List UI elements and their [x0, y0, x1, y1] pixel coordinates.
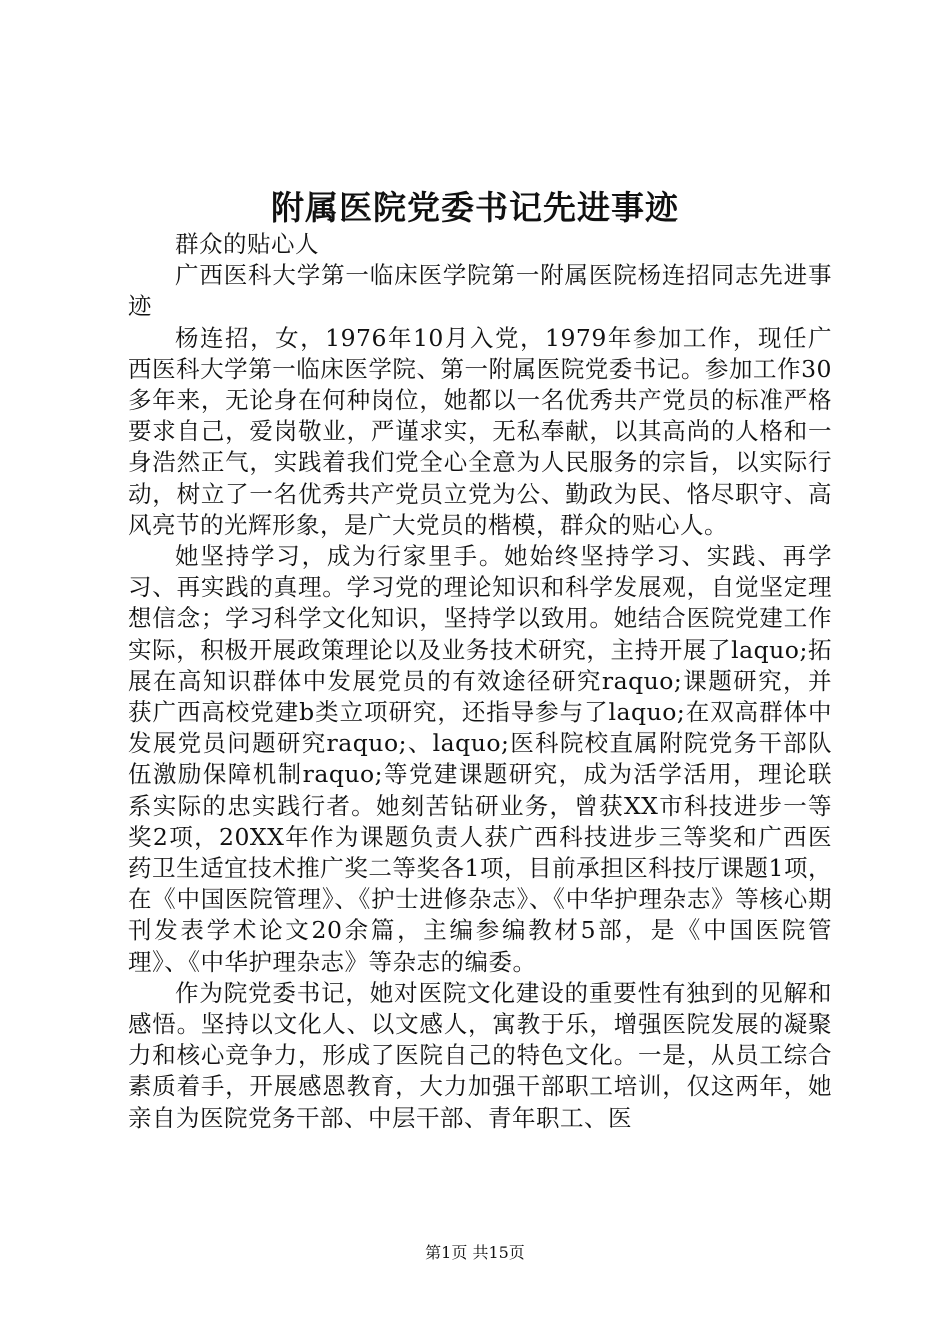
page-number-footer: 第1页 共15页	[425, 1243, 525, 1262]
paragraph-heading: 广西医科大学第一临床医学院第一附属医院杨连招同志先进事迹	[128, 261, 832, 321]
document-body	[128, 229, 832, 1134]
paragraph: 她坚持学习，成为行家里手。她始终坚持学习、实践、再学习、再实践的真理。学习党的理论知识和科学发展观，自觉坚定理想信念；学习科学文化知识，坚持学以致用。她结合医院党建工作实际，积极开展政策理论以及业务技术研究，主持开展了laquo;拓展在高知识群体中发展党员的有效途径研究raquo;课题研究，并获广西高校党建b类立项研究，还指导参与了laquo;在双高群体中发展党员问题研究raquo;、laquo;医科院校直属附院党务干部队伍激励保障机制raquo;等党建课题研究，成为活学活用，理论联系实际的忠实践行者。她刻苦钻研业务，曾获XX市科技进步一等奖2项，20XX年作为课题负责人获广西科技进步三等奖和广西医药卫生适宜技术推广奖二等奖各1项，目前承担区科技厅课题1项，在《中国医院管理》、《护士进修杂志》、《中华护理杂志》等核心期刊发表学术论文20余篇，主编参编教材5部，是《中国医院管理》、《中华护理杂志》等杂志的编委。	[128, 542, 832, 976]
paragraph: 作为院党委书记，她对医院文化建设的重要性有独到的见解和感悟。坚持以文化人、以文感人，寓教于乐，增强医院发展的凝聚力和核心竞争力，形成了医院自己的特色文化。一是，从员工综合素质着手，开展感恩教育，大力加强干部职工培训，仅这两年，她亲自为医院党务干部、中层干部、青年职工、医	[128, 978, 832, 1132]
paragraph-subtitle: 群众的贴心人	[175, 230, 319, 258]
document-title: 附属医院党委书记先进事迹	[271, 188, 679, 227]
paragraph: 杨连招，女，1976年10月入党，1979年参加工作，现任广西医科大学第一临床医学院、第一附属医院党委书记。参加工作30多年来，无论身在何种岗位，她都以一名优秀共产党员的标准严格要求自己，爱岗敬业，严谨求实，无私奉献，以其高尚的人格和一身浩然正气，实践着我们党全心全意为人民服务的宗旨，以实际行动，树立了一名优秀共产党员立党为公、勤政为民、恪尽职守、高风亮节的光辉形象，是广大党员的楷模，群众的贴心人。	[128, 323, 832, 539]
